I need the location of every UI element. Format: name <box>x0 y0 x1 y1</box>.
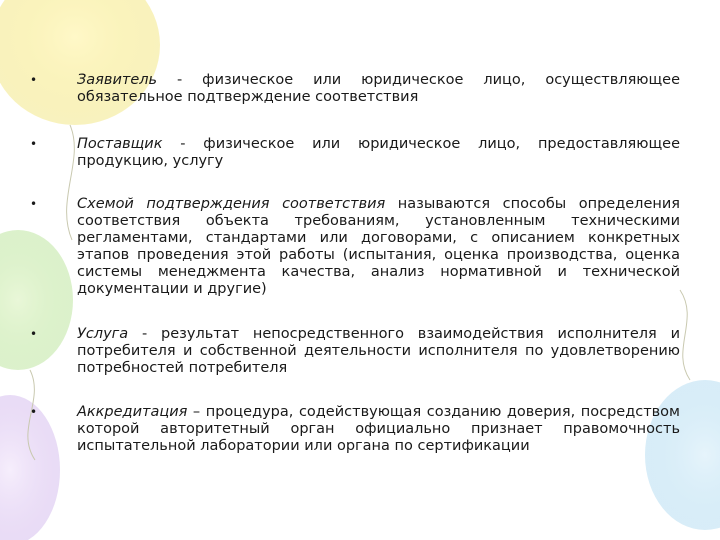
bullet: • <box>30 327 38 341</box>
definition-body: - результат непосредственного взаимодействия исполнителя и потребителя и собственной деятельности исполнителя по удовлетворению потребностей потребителя <box>77 326 680 376</box>
definition-text <box>77 196 680 298</box>
definition-term: Услуга <box>77 326 129 342</box>
bullet: • <box>30 137 38 151</box>
bullet: • <box>30 405 38 419</box>
definition-text <box>77 326 680 377</box>
definition-body: – процедура, содействующая созданию доверия, посредством которой авторитетный орган официально признает правомочность испытательной лаборатории или органа по сертификации <box>77 404 680 454</box>
bullet: • <box>30 73 38 87</box>
bullet: • <box>30 197 38 211</box>
definition-text <box>77 136 680 170</box>
definition-body: называются способы определения соответствия объекта требованиям, установленным техническими регламентами, стандартами или договорами, с описанием конкретных этапов проведения этой работы (испытания, оценка производства, оценка системы менеджмента качества, анализ нормативной и технической документации и другие) <box>77 196 680 297</box>
definition-term: Схемой подтверждения соответствия <box>77 196 386 212</box>
definition-body: - физическое или юридическое лицо, предоставляющее продукцию, услугу <box>77 136 680 169</box>
definition-text <box>77 404 680 455</box>
definition-body: - физическое или юридическое лицо, осуществляющее обязательное подтверждение соответствия <box>77 72 680 105</box>
slide-content <box>30 0 690 540</box>
definition-term: Заявитель <box>77 72 158 88</box>
definition-term: Аккредитация <box>77 404 188 420</box>
definition-term: Поставщик <box>77 136 163 152</box>
definition-text <box>77 72 680 106</box>
